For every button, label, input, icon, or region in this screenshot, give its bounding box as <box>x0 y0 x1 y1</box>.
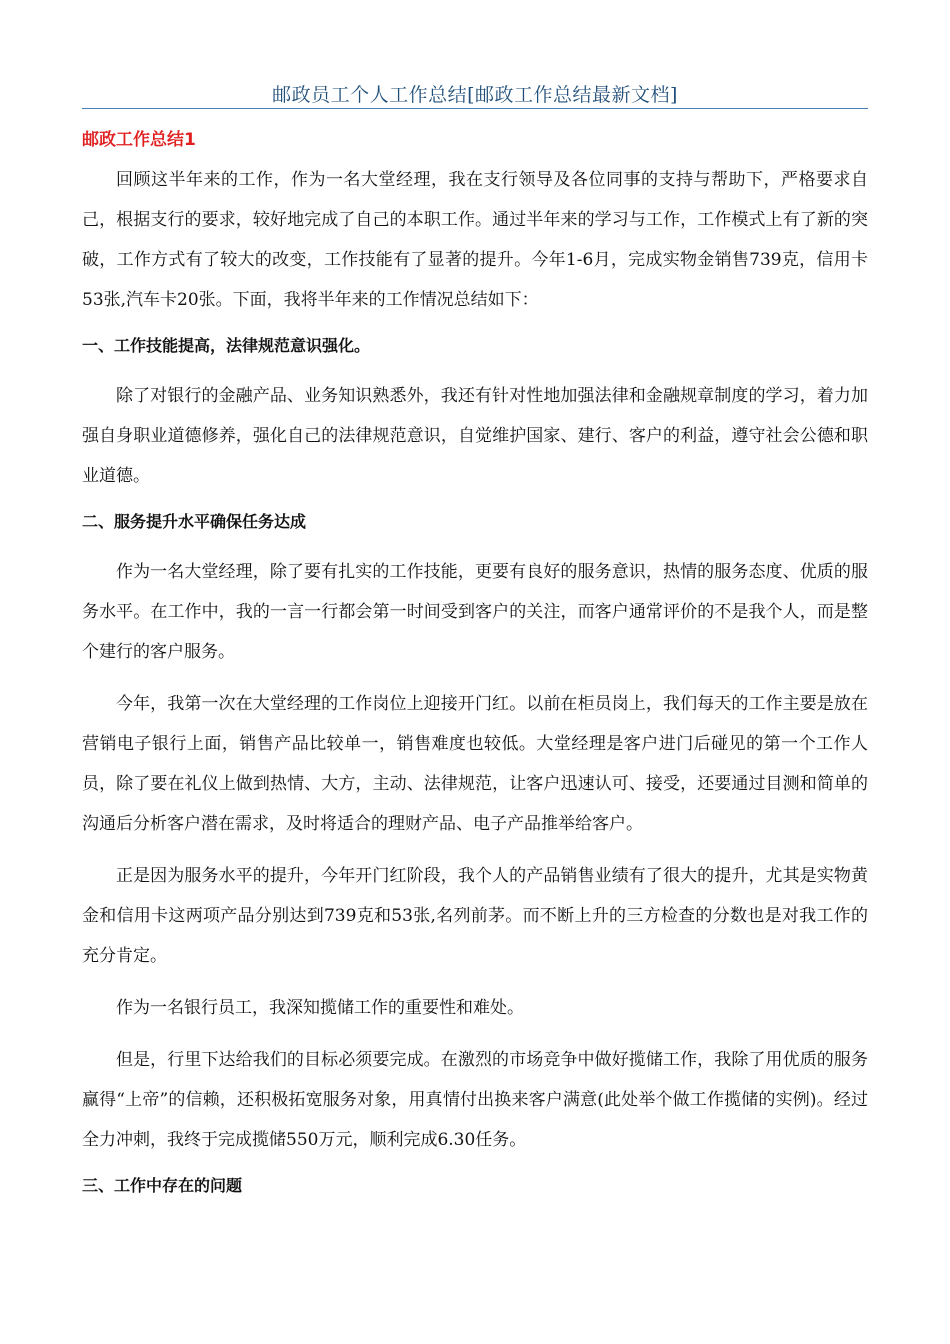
paragraph-service-1: 作为一名大堂经理，除了要有扎实的工作技能，更要有良好的服务意识，热情的服务态度、优质的服务水平。在工作中，我的一言一行都会第一时间受到客户的关注，而客户通常评价的不是我个人，而是整个建行的客户服务。 <box>82 562 868 662</box>
section-label: 邮政工作总结1 <box>82 130 196 150</box>
paragraph-service-5: 但是，行里下达给我们的目标必须要完成。在激烈的市场竞争中做好揽储工作，我除了用优质的服务赢得“上帝”的信赖，还积极拓宽服务对象，用真情付出换来客户满意(此处举个做工作揽储的实例)。经过全力冲刺，我终于完成揽储550万元，顺利完成6.30任务。 <box>82 1050 868 1150</box>
heading-skills: 一、工作技能提高，法律规范意识强化。 <box>82 336 371 355</box>
paragraph-service-4: 作为一名银行员工，我深知揽储工作的重要性和难处。 <box>116 998 524 1018</box>
header-divider <box>82 108 868 109</box>
document-body <box>82 126 868 1216</box>
heading-service: 二、服务提升水平确保任务达成 <box>82 512 307 531</box>
paragraph-service-3: 正是因为服务水平的提升，今年开门红阶段，我个人的产品销售业绩有了很大的提升，尤其是实物黄金和信用卡这两项产品分别达到739克和53张,名列前茅。而不断上升的三方检查的分数也是对我工作的充分肯定。 <box>82 866 868 966</box>
paragraph-service-2: 今年，我第一次在大堂经理的工作岗位上迎接开门红。以前在柜员岗上，我们每天的工作主要是放在营销电子银行上面，销售产品比较单一，销售难度也较低。大堂经理是客户进门后碰见的第一个工作人员，除了要在礼仪上做到热情、大方，主动、法律规范，让客户迅速认可、接受，还要通过目测和简单的沟通后分析客户潜在需求，及时将适合的理财产品、电子产品推举给客户。 <box>82 694 868 834</box>
paragraph-intro: 回顾这半年来的工作，作为一名大堂经理，我在支行领导及各位同事的支持与帮助下，严格要求自己，根据支行的要求，较好地完成了自己的本职工作。通过半年来的学习与工作，工作模式上有了新的突破，工作方式有了较大的改变，工作技能有了显著的提升。今年1-6月，完成实物金销售739克，信用卡53张,汽车卡20张。下面，我将半年来的工作情况总结如下： <box>82 170 868 310</box>
paragraph-skills: 除了对银行的金融产品、业务知识熟悉外，我还有针对性地加强法律和金融规章制度的学习，着力加强自身职业道德修养，强化自己的法律规范意识，自觉维护国家、建行、客户的利益，遵守社会公德和职业道德。 <box>82 386 868 486</box>
heading-problems: 三、工作中存在的问题 <box>82 1176 243 1195</box>
document-header-title: 邮政员工个人工作总结[邮政工作总结最新文档] <box>272 84 678 106</box>
